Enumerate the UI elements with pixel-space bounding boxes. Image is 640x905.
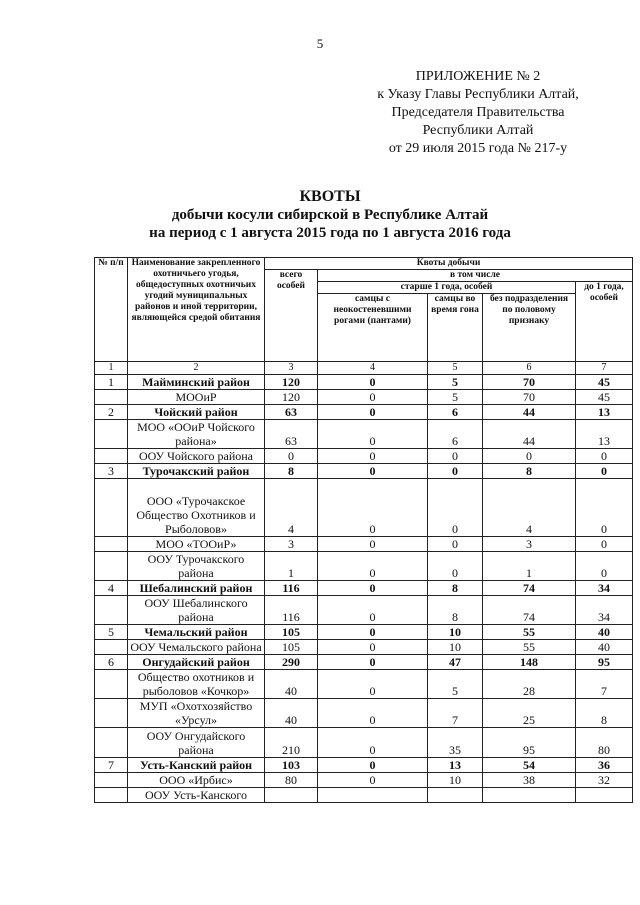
cell-c6: 0 [483, 449, 576, 464]
cell-c5: 0 [428, 464, 483, 479]
table-row [95, 420, 633, 449]
cell-total: 1 [265, 552, 318, 581]
cell-total: 40 [265, 699, 318, 728]
table-row [95, 390, 633, 405]
cell-no [95, 640, 128, 655]
appendix-line: Председателя Правительства [391, 105, 565, 120]
col-number: 1 [95, 362, 128, 375]
header-males-antlers: самцы с неокостеневшими рогами (пантами) [318, 294, 428, 362]
cell-c4: 0 [318, 625, 428, 640]
cell-c4: 0 [318, 375, 428, 390]
appendix-block [358, 68, 598, 158]
appendix-line: к Указу Главы Республики Алтай, [377, 87, 579, 102]
col-number: 3 [265, 362, 318, 375]
cell-c6: 95 [483, 728, 576, 758]
header-total: всего особей [265, 270, 318, 362]
appendix-line: Республики Алтай [422, 123, 534, 138]
cell-c7: 40 [576, 640, 633, 655]
table-row [95, 449, 633, 464]
cell-c5: 10 [428, 625, 483, 640]
cell-c5: 8 [428, 581, 483, 596]
cell-name: ООУ Турочакского района [128, 552, 265, 581]
district-row [95, 405, 633, 420]
cell-c4: 0 [318, 405, 428, 420]
cell-c7: 45 [576, 390, 633, 405]
header-quotas: Квоты добычи [265, 258, 633, 270]
cell-c4: 0 [318, 728, 428, 758]
cell-no [95, 699, 128, 728]
col-number: 2 [128, 362, 265, 375]
cell-c4: 0 [318, 420, 428, 449]
cell-total: 40 [265, 670, 318, 699]
cell-c5: 10 [428, 773, 483, 788]
table-row [95, 537, 633, 552]
cell-c6: 55 [483, 625, 576, 640]
header-including: в том числе [318, 270, 633, 282]
cell-c7: 0 [576, 537, 633, 552]
cell-name: Онгудайский район [128, 655, 265, 670]
cell-total: 105 [265, 625, 318, 640]
cell-name: Шебалинский район [128, 581, 265, 596]
cell-name: ООУ Шебалинского района [128, 596, 265, 625]
cell-name: ООО «Турочакское Общество Охотников и Рыболовов» [128, 479, 265, 537]
cell-c5: 10 [428, 640, 483, 655]
cell-c4: 0 [318, 390, 428, 405]
cell-c5 [428, 788, 483, 803]
cell-c5: 8 [428, 596, 483, 625]
column-numbers-row [95, 362, 633, 375]
cell-c7: 36 [576, 758, 633, 773]
cell-c7: 13 [576, 420, 633, 449]
cell-c7: 34 [576, 581, 633, 596]
cell-total: 290 [265, 655, 318, 670]
header-males-rut: самцы во время гона [428, 294, 483, 362]
cell-no [95, 773, 128, 788]
table-row [95, 640, 633, 655]
cell-c7: 80 [576, 728, 633, 758]
cell-c5: 6 [428, 420, 483, 449]
cell-c5: 5 [428, 375, 483, 390]
cell-c6 [483, 788, 576, 803]
cell-c4 [318, 788, 428, 803]
table-row [95, 670, 633, 699]
cell-c6: 28 [483, 670, 576, 699]
cell-name: Чемальский район [128, 625, 265, 640]
cell-c7: 34 [576, 596, 633, 625]
cell-name: Общество охотников и рыболовов «Кочкор» [128, 670, 265, 699]
cell-c7: 0 [576, 464, 633, 479]
col-number: 6 [483, 362, 576, 375]
cell-no: 5 [95, 625, 128, 640]
cell-name: ООУ Онгудайского района [128, 728, 265, 758]
table-row [95, 728, 633, 758]
cell-c4: 0 [318, 552, 428, 581]
cell-c6: 70 [483, 375, 576, 390]
col-number: 5 [428, 362, 483, 375]
cell-name: Турочакский район [128, 464, 265, 479]
table-row [95, 479, 633, 537]
cell-c5: 7 [428, 699, 483, 728]
cell-c4: 0 [318, 479, 428, 537]
cell-no [95, 788, 128, 803]
district-row [95, 581, 633, 596]
cell-total: 3 [265, 537, 318, 552]
table-row [95, 596, 633, 625]
table-row [95, 773, 633, 788]
cell-no: 2 [95, 405, 128, 420]
cell-c6: 148 [483, 655, 576, 670]
cell-c6: 4 [483, 479, 576, 537]
cell-no [95, 479, 128, 537]
cell-name: Майминский район [128, 375, 265, 390]
cell-name: Усть-Канский район [128, 758, 265, 773]
cell-no [95, 670, 128, 699]
cell-c5: 47 [428, 655, 483, 670]
cell-c4: 0 [318, 758, 428, 773]
header-no: № п/п [95, 258, 128, 362]
district-row [95, 625, 633, 640]
table-row [95, 788, 633, 803]
cell-c4: 0 [318, 773, 428, 788]
cell-total: 120 [265, 375, 318, 390]
cell-c7: 0 [576, 449, 633, 464]
cell-c7: 45 [576, 375, 633, 390]
col-number: 7 [576, 362, 633, 375]
cell-c5: 0 [428, 449, 483, 464]
cell-no [95, 552, 128, 581]
cell-c4: 0 [318, 537, 428, 552]
cell-c6: 3 [483, 537, 576, 552]
table-row [95, 552, 633, 581]
cell-name: МОО «ООиР Чойского района» [128, 420, 265, 449]
cell-c7: 7 [576, 670, 633, 699]
cell-c7: 40 [576, 625, 633, 640]
cell-name: МОО «ТООиР» [128, 537, 265, 552]
cell-no [95, 728, 128, 758]
quota-table [94, 257, 633, 803]
cell-total: 120 [265, 390, 318, 405]
cell-total: 8 [265, 464, 318, 479]
cell-no [95, 449, 128, 464]
cell-c6: 54 [483, 758, 576, 773]
appendix-line: ПРИЛОЖЕНИЕ № 2 [415, 69, 541, 84]
cell-total: 210 [265, 728, 318, 758]
cell-c4: 0 [318, 655, 428, 670]
cell-c6: 38 [483, 773, 576, 788]
district-row [95, 655, 633, 670]
cell-c6: 25 [483, 699, 576, 728]
cell-no: 6 [95, 655, 128, 670]
cell-total: 63 [265, 405, 318, 420]
cell-total: 116 [265, 581, 318, 596]
cell-c7 [576, 788, 633, 803]
cell-total: 116 [265, 596, 318, 625]
district-row [95, 464, 633, 479]
cell-c5: 13 [428, 758, 483, 773]
cell-c4: 0 [318, 581, 428, 596]
appendix-line: от 29 июля 2015 года № 217-у [388, 141, 568, 156]
cell-name: ООУ Усть-Канского [128, 788, 265, 803]
cell-c5: 5 [428, 390, 483, 405]
cell-no: 7 [95, 758, 128, 773]
cell-name: МУП «Охотхозяйство «Урсул» [128, 699, 265, 728]
header-under1: до 1 года, особей [576, 282, 633, 362]
cell-name: Чойский район [128, 405, 265, 420]
cell-c7: 0 [576, 479, 633, 537]
cell-no: 1 [95, 375, 128, 390]
table-row [95, 699, 633, 728]
header-name: Наименование закрепленного охотничьего угодья, общедоступных охотничьих угодий муниципальных районов и иной территории, являющейся средой обитания [128, 258, 265, 362]
cell-c7: 13 [576, 405, 633, 420]
cell-c5: 35 [428, 728, 483, 758]
title-line: КВОТЫ [299, 188, 361, 205]
cell-no: 3 [95, 464, 128, 479]
cell-c4: 0 [318, 464, 428, 479]
cell-c6: 1 [483, 552, 576, 581]
cell-c5: 0 [428, 552, 483, 581]
cell-name: ООУ Чойского района [128, 449, 265, 464]
cell-c4: 0 [318, 670, 428, 699]
cell-name: ООО «Ирбис» [128, 773, 265, 788]
cell-no: 4 [95, 581, 128, 596]
cell-no [95, 537, 128, 552]
header-over1: старше 1 года, особей [318, 282, 576, 294]
cell-c7: 95 [576, 655, 633, 670]
district-row [95, 375, 633, 390]
cell-c5: 0 [428, 479, 483, 537]
header-no-sex: без подразделения по половому признаку [483, 294, 576, 362]
cell-name: ООУ Чемальского района [128, 640, 265, 655]
cell-c4: 0 [318, 449, 428, 464]
cell-total: 105 [265, 640, 318, 655]
cell-total: 4 [265, 479, 318, 537]
cell-c6: 44 [483, 405, 576, 420]
table-body [95, 362, 633, 803]
cell-c6: 74 [483, 581, 576, 596]
cell-c4: 0 [318, 640, 428, 655]
cell-c4: 0 [318, 596, 428, 625]
district-row [95, 758, 633, 773]
cell-c6: 74 [483, 596, 576, 625]
cell-c4: 0 [318, 699, 428, 728]
document-title [80, 188, 580, 242]
cell-total: 0 [265, 449, 318, 464]
cell-c7: 8 [576, 699, 633, 728]
cell-total: 63 [265, 420, 318, 449]
cell-c7: 0 [576, 552, 633, 581]
cell-c5: 6 [428, 405, 483, 420]
title-line: добычи косули сибирской в Республике Алтай [171, 207, 489, 223]
cell-c6: 44 [483, 420, 576, 449]
cell-no [95, 390, 128, 405]
cell-c5: 0 [428, 537, 483, 552]
cell-c6: 70 [483, 390, 576, 405]
cell-c7: 32 [576, 773, 633, 788]
cell-c6: 8 [483, 464, 576, 479]
cell-name: МООиР [128, 390, 265, 405]
page-number: 5 [316, 36, 324, 51]
cell-total: 80 [265, 773, 318, 788]
col-number: 4 [318, 362, 428, 375]
title-line: на период с 1 августа 2015 года по 1 августа 2016 года [149, 225, 511, 241]
cell-no [95, 596, 128, 625]
cell-total: 103 [265, 758, 318, 773]
cell-c6: 55 [483, 640, 576, 655]
cell-no [95, 420, 128, 449]
cell-total [265, 788, 318, 803]
cell-c5: 5 [428, 670, 483, 699]
